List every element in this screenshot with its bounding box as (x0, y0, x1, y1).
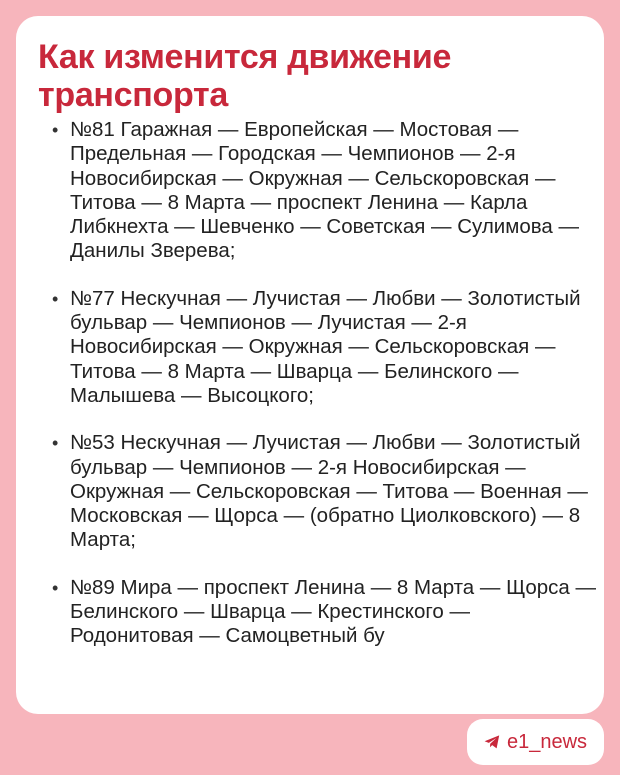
route-text: №77 Нескучная — Лучистая — Любви — Золотистый бульвар — Чемпионов — Лучистая — 2-я Новосибирская — Окружная — Сельскоровская — Титова — 8 Марта — Шварца — Белинского — Малышева — Высоцкого; (70, 286, 581, 407)
content-card (16, 16, 604, 714)
bullet: • (52, 577, 59, 598)
route-text: №53 Нескучная — Лучистая — Любви — Золотистый бульвар — Чемпионов — 2-я Новосибирская — Окружная — Сельскоровская — Титова — Военная — Московская — Щорса — (обратно Циолковского) — 8 Марта; (70, 431, 588, 552)
list-item (52, 576, 597, 649)
bullet: • (52, 288, 59, 309)
list-item (52, 287, 597, 408)
telegram-icon (484, 735, 500, 749)
list-item (52, 118, 597, 264)
list-item (52, 431, 597, 552)
page-title: Как изменится движение транспорта (38, 38, 452, 114)
route-text: №89 Мира — проспект Ленина — 8 Марта — Щорса — Белинского — Шварца — Крестинского — Родонитовая — Самоцветный бу (70, 575, 596, 648)
bullet: • (52, 120, 59, 140)
channel-badge[interactable] (467, 719, 604, 765)
bullet: • (52, 433, 59, 454)
route-list (52, 118, 597, 672)
route-text: №81 Гаражная — Европейская — Мостовая — Предельная — Городская — Чемпионов — 2-я Новосибирская — Окружная — Сельскоровская — Титова — 8 Марта — проспект Ленина — Карла Либкнехта — Шевченко — Советская — Сулимова — Данилы Зверева; (70, 118, 579, 263)
channel-name: e1_news (506, 730, 588, 753)
